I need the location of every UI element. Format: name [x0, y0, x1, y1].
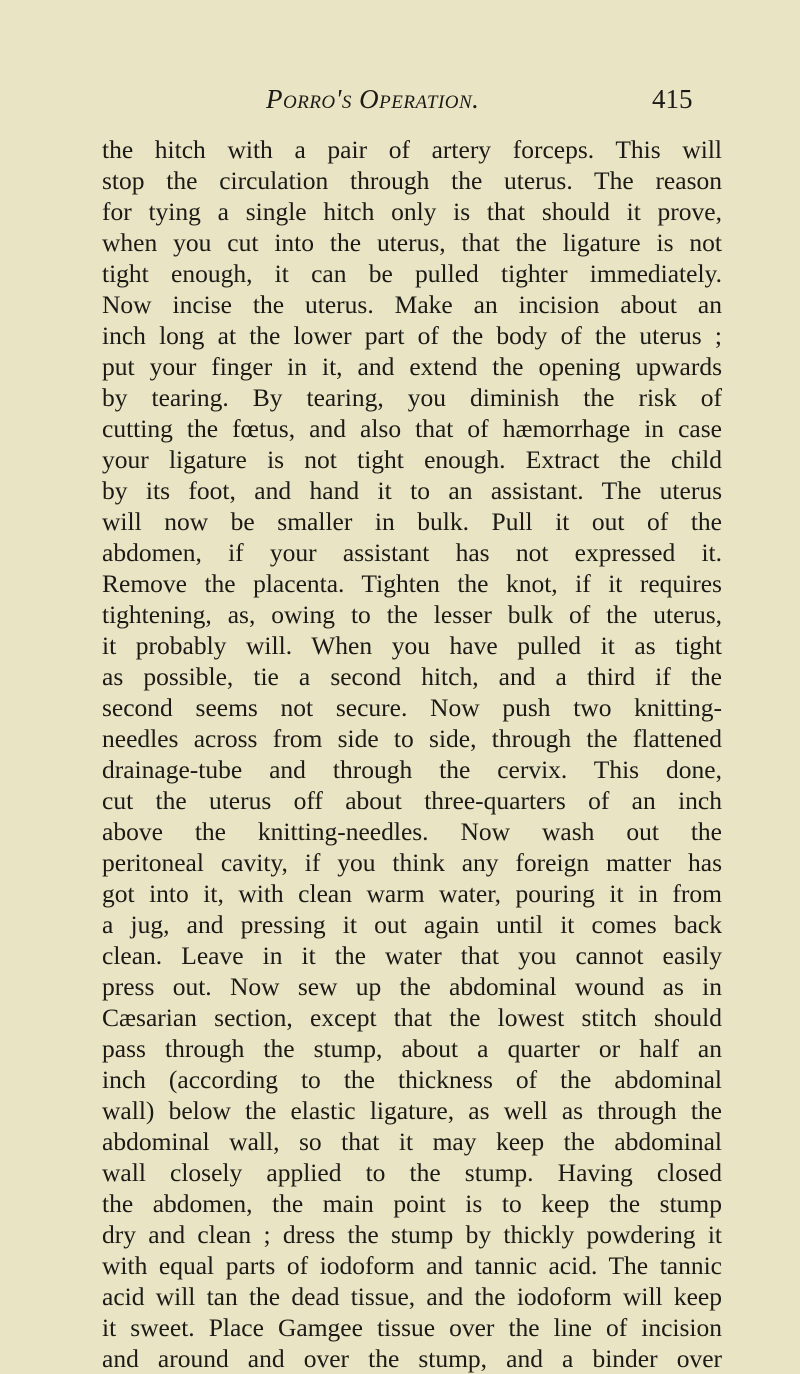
text-line-39: it sweet. Place Gamgee tissue over the line of incision: [102, 1313, 722, 1342]
text-line-32: wall) below the elastic ligature, as well as through the: [102, 1096, 722, 1125]
text-line-13: will now be smaller in bulk. Pull it out of the: [102, 507, 722, 536]
text-line-1: the hitch with a pair of artery forceps. This will: [102, 135, 722, 164]
text-line-18: as possible, tie a second hitch, and a third if the: [102, 662, 722, 691]
text-line-33: abdominal wall, so that it may keep the abdominal: [102, 1127, 722, 1156]
page-number: 415: [652, 84, 693, 114]
text-line-12: by its foot, and hand it to an assistant. The uterus: [102, 476, 722, 505]
text-line-23: above the knitting-needles. Now wash out the: [102, 817, 722, 846]
text-line-36: dry and clean ; dress the stump by thickly powdering it: [102, 1220, 722, 1249]
text-line-26: a jug, and pressing it out again until it comes back: [102, 910, 722, 939]
text-line-3: for tying a single hitch only is that should it prove,: [102, 197, 722, 226]
text-line-9: by tearing. By tearing, you diminish the risk of: [102, 383, 722, 412]
text-line-4: when you cut into the uterus, that the ligature is not: [102, 228, 722, 257]
text-line-14: abdomen, if your assistant has not expressed it.: [102, 538, 722, 567]
body-text: [102, 134, 722, 1374]
text-line-27: clean. Leave in it the water that you cannot easily: [102, 941, 722, 970]
text-line-25: got into it, with clean warm water, pouring it in from: [102, 879, 722, 908]
running-title: Porro's Operation.: [266, 84, 480, 114]
text-line-2: stop the circulation through the uterus. The reason: [102, 166, 722, 195]
text-line-35: the abdomen, the main point is to keep the stump: [102, 1189, 722, 1218]
text-line-17: it probably will. When you have pulled it as tight: [102, 631, 722, 660]
text-line-30: pass through the stump, about a quarter or half an: [102, 1034, 722, 1063]
text-line-28: press out. Now sew up the abdominal wound as in: [102, 972, 722, 1001]
text-line-38: acid will tan the dead tissue, and the iodoform will keep: [102, 1282, 722, 1311]
text-line-34: wall closely applied to the stump. Having closed: [102, 1158, 722, 1187]
text-line-22: cut the uterus off about three-quarters of an inch: [102, 786, 722, 815]
text-line-20: needles across from side to side, through the flattened: [102, 724, 722, 753]
text-line-31: inch (according to the thickness of the abdominal: [102, 1065, 722, 1094]
running-head: [0, 84, 800, 118]
text-line-5: tight enough, it can be pulled tighter immediately.: [102, 259, 722, 288]
text-line-15: Remove the placenta. Tighten the knot, if it requires: [102, 569, 722, 598]
text-line-7: inch long at the lower part of the body of the uterus ;: [102, 321, 722, 350]
text-line-8: put your finger in it, and extend the opening upwards: [102, 352, 722, 381]
text-line-6: Now incise the uterus. Make an incision about an: [102, 290, 722, 319]
text-line-40: and around and over the stump, and a binder over: [102, 1344, 722, 1373]
text-line-10: cutting the fœtus, and also that of hæmorrhage in case: [102, 414, 722, 443]
text-line-37: with equal parts of iodoform and tannic acid. The tannic: [102, 1251, 722, 1280]
text-line-11: your ligature is not tight enough. Extract the child: [102, 445, 722, 474]
text-line-19: second seems not secure. Now push two knitting-: [102, 693, 722, 722]
text-line-29: Cæsarian section, except that the lowest stitch should: [102, 1003, 722, 1032]
text-line-21: drainage-tube and through the cervix. This done,: [102, 755, 722, 784]
text-line-24: peritoneal cavity, if you think any foreign matter has: [102, 848, 722, 877]
text-line-16: tightening, as, owing to the lesser bulk of the uterus,: [102, 600, 722, 629]
